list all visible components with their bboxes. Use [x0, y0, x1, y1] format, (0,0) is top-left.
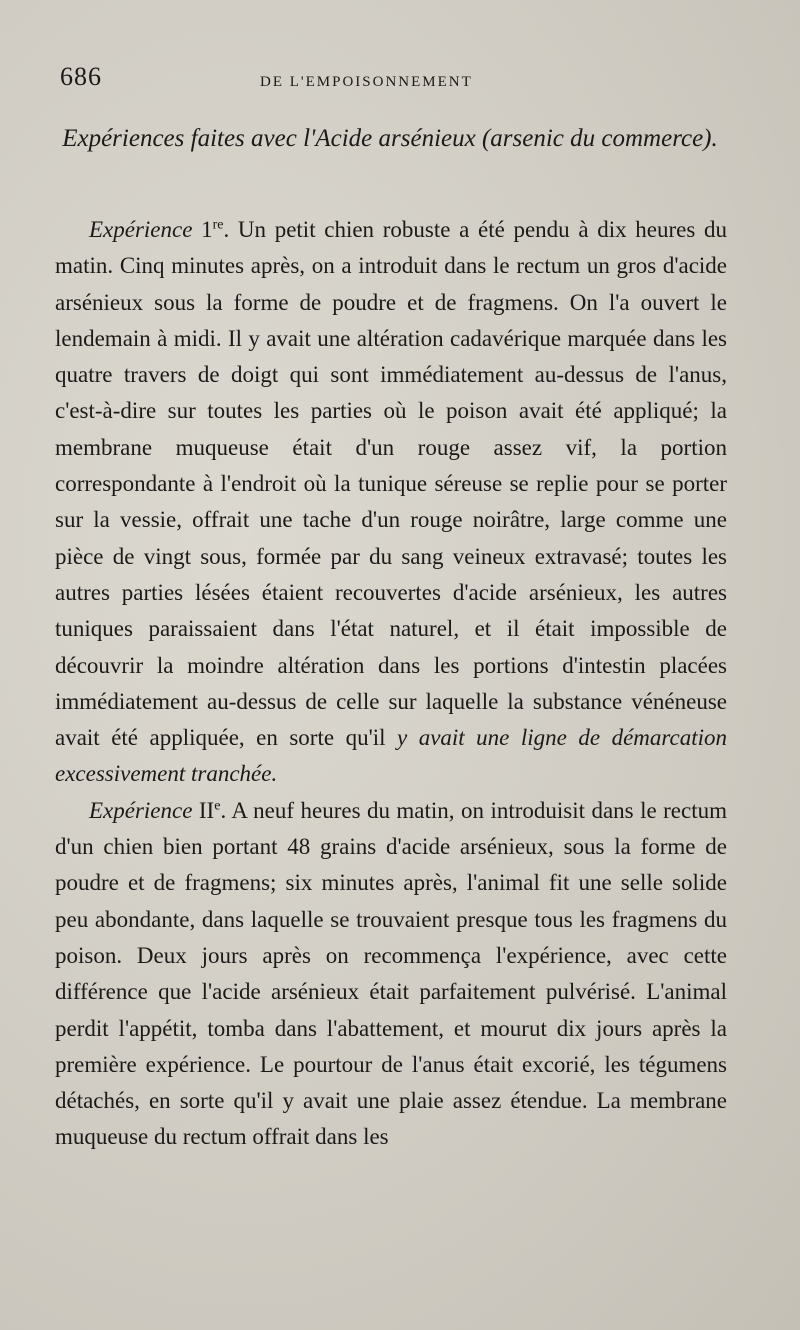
paragraph-text: . A neuf heures du matin, on introduisit dans le rectum d'un chien bien portant 48 grains d'acide arsénieux, sous la forme de poudre et de fragmens; six minutes après, l'animal fit une selle solide peu abondante, dans laquelle se trouvaient presque tous les fragmens du poison. Deux jours après on recommença l'expérience, avec cette différence que l'acide arsénieux était parfaitement pulvérisé. L'animal perdit l'appétit, tomba dans l'abattement, et mourut dix jours après la première expérience. Le pourtour de l'anus était excorié, les tégumens détachés, en sorte qu'il y avait une plaie assez étendue. La membrane muqueuse du rectum offrait dans les	[55, 797, 727, 1150]
experience-ordinal-suffix: e	[214, 798, 221, 814]
experience-ordinal-suffix: re	[212, 217, 224, 233]
emphasized-text: y avait une ligne de démarcation excessivement tranchée.	[55, 725, 727, 787]
experience-label: Expérience	[89, 797, 193, 823]
body-text	[55, 212, 727, 1156]
running-title: DE L'EMPOISONNEMENT	[260, 74, 473, 90]
experience-number: II	[198, 797, 215, 823]
page-number: 686	[60, 62, 102, 91]
paragraph-text: . Un petit chien robuste a été pendu à dix heures du matin. Cinq minutes après, on a introduit dans le rectum un gros d'acide arsénieux sous la forme de poudre et de fragmens. On l'a ouvert le lendemain à midi. Il y avait une altération cadavérique marquée dans les quatre travers de doigt qui sont immédiatement au-dessus de l'anus, c'est-à-dire sur toutes les parties où le poison avait été appliqué; la membrane muqueuse était d'un rouge assez vif, la portion correspondante à l'endroit où la tunique séreuse se replie pour se porter sur la vessie, offrait une tache d'un rouge noirâtre, large comme une pièce de vingt sous, formée par du sang veineux extravasé; toutes les autres parties lésées étaient recouvertes d'acide arsénieux, les autres tuniques paraissaient dans l'état naturel, et il était impossible de découvrir la moindre altération dans les portions d'intestin placées immédiatement au-dessus de celle sur laquelle la substance vénéneuse avait été appliquée, en sorte qu'il	[55, 217, 727, 751]
section-heading: Expériences faites avec l'Acide arsénieux (arsenic du commerce).	[62, 125, 718, 152]
paragraph-experience-1	[55, 212, 727, 793]
paragraph-experience-2	[55, 793, 727, 1156]
running-head	[60, 62, 740, 102]
experience-number: 1	[201, 217, 213, 242]
experience-label: Expérience	[89, 217, 193, 242]
